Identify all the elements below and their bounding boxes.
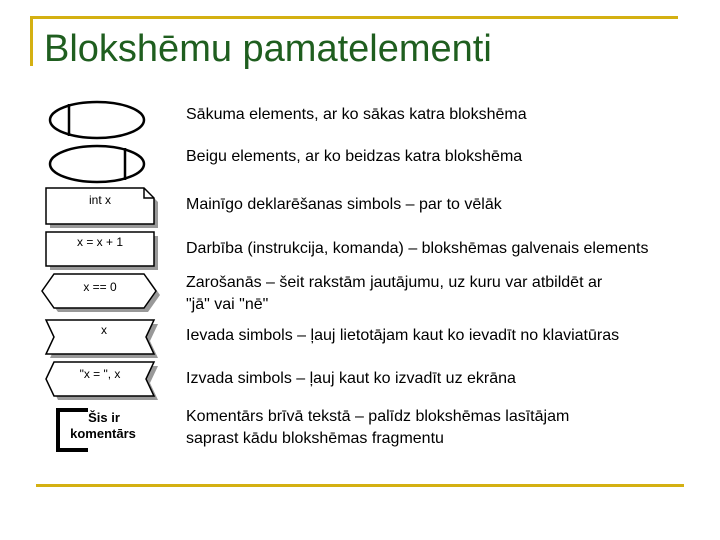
desc-action: [186, 238, 648, 260]
end-symbol: [50, 146, 144, 182]
desc-comment-line2: saprast kādu blokshēmas fragmentu: [186, 430, 444, 447]
input-symbol-text: x: [101, 323, 107, 337]
declaration-symbol: [46, 188, 158, 228]
desc-decision-line2: "jā" vai "nē": [186, 296, 269, 313]
desc-end: [186, 146, 522, 168]
decision-symbol-text: x == 0: [83, 280, 117, 294]
output-symbol: [46, 362, 158, 400]
desc-start: [186, 104, 527, 126]
desc-declaration-text: Mainīgo deklarēšanas simbols – par to vēlāk: [186, 196, 502, 213]
comment-symbol-text-line2: komentārs: [70, 426, 136, 441]
action-symbol: [46, 232, 158, 270]
comment-symbol: [58, 410, 136, 450]
desc-comment-line1: Komentārs brīvā tekstā – palīdz blokshēmas lasītājam: [186, 408, 570, 425]
action-symbol-text: x = x + 1: [76, 235, 124, 249]
decision-symbol: [42, 274, 160, 312]
desc-action-text: Darbība (instrukcija, komanda) – blokshēmas galvenais elements: [186, 240, 649, 257]
desc-decision: [186, 272, 602, 316]
page-title: Blokshēmu pamatelementi: [44, 28, 492, 70]
comment-symbol-text-line1: Šis ir: [88, 410, 120, 425]
output-symbol-text: "x = ", x: [79, 367, 121, 381]
desc-comment: [186, 406, 569, 450]
desc-end-text: Beigu elements, ar ko beidzas katra blokshēma: [186, 148, 523, 165]
desc-input-text: Ievada simbols – ļauj lietotājam kaut ko ievadīt no klaviatūras: [186, 327, 620, 344]
desc-output: [186, 368, 516, 390]
desc-declaration: [186, 194, 502, 216]
desc-start-text: Sākuma elements, ar ko sākas katra blokshēma: [186, 106, 527, 123]
desc-input: [186, 325, 619, 347]
declaration-symbol-text: int x: [88, 193, 112, 207]
desc-output-text: Izvada simbols – ļauj kaut ko izvadīt uz ekrāna: [186, 370, 516, 387]
input-symbol: [46, 320, 158, 358]
start-symbol: [50, 102, 144, 138]
desc-decision-line1: Zarošanās – šeit rakstām jautājumu, uz kuru var atbildēt ar: [186, 274, 603, 291]
